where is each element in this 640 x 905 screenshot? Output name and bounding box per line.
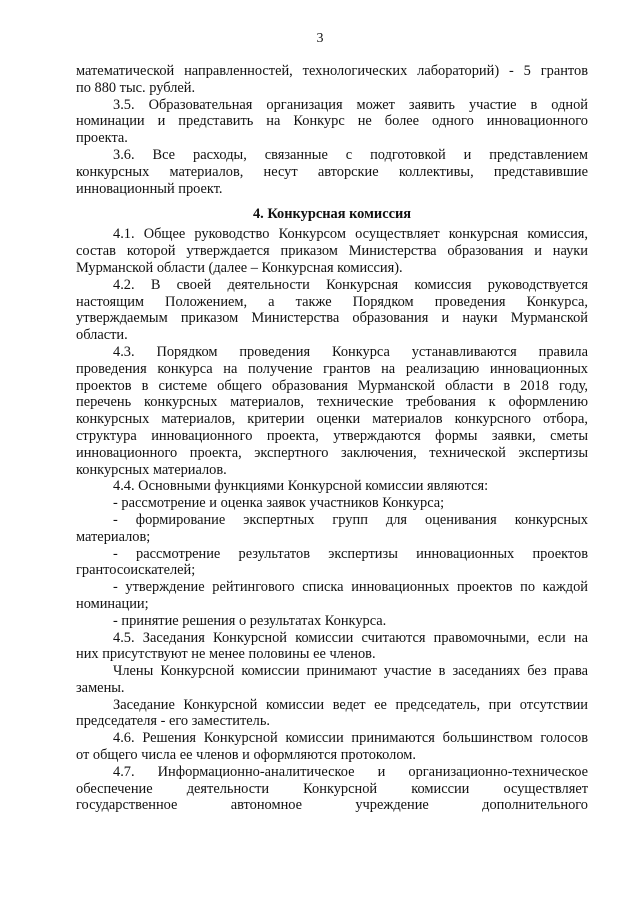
text-line: - утверждение рейтингового списка инновационных проектов по каждой xyxy=(113,579,588,596)
text-line: 4.6. Решения Конкурсной комиссии принимаются большинством голосов xyxy=(113,730,588,747)
text-line: настоящим Положением, а также Порядком проведения Конкурса, xyxy=(76,293,588,310)
text-line: состав которой утверждается приказом Министерства образования и науки xyxy=(76,243,588,260)
text-line: инновационного проекта, экспертного заключения, технической экспертизы xyxy=(76,444,588,461)
text-line: государственное автономное учреждение дополнительного xyxy=(76,797,588,814)
section-4-body xyxy=(76,226,588,814)
text-line: председателя - его заместитель. xyxy=(76,713,271,730)
text-line: 3.6. Все расходы, связанные с подготовкой и представлением xyxy=(113,146,588,163)
text-line: замены. xyxy=(76,679,125,696)
text-line: Мурманской области (далее – Конкурсная комиссия). xyxy=(76,259,403,276)
text-line: 4.3. Порядком проведения Конкурса устанавливаются правила xyxy=(113,343,588,360)
text-line: - рассмотрение результатов экспертизы инновационных проектов xyxy=(113,545,588,562)
text-line: перечень конкурсных материалов, технические требования к оформлению xyxy=(76,394,588,411)
document-body xyxy=(76,63,588,814)
text-line: конкурсных материалов, критерии оценки материалов конкурсного отбора, xyxy=(76,411,588,428)
text-line: по 880 тыс. рублей. xyxy=(76,79,196,96)
spacer xyxy=(76,197,588,202)
text-line: них присутствуют не менее половины ее членов. xyxy=(76,646,376,663)
text-line: материалов; xyxy=(76,528,151,545)
text-line: 4.1. Общее руководство Конкурсом осуществляет конкурсная комиссия, xyxy=(113,226,588,243)
text-line: Члены Конкурсной комиссии принимают участие в заседаниях без права xyxy=(113,663,588,680)
text-line: 4.2. В своей деятельности Конкурсная комиссия руководствуется xyxy=(113,276,588,293)
section-3-continuation xyxy=(76,63,588,197)
text-line: Заседание Конкурсной комиссии ведет ее председатель, при отсутствии xyxy=(113,696,588,713)
text-line: математической направленностей, технологических лабораторий) - 5 грантов xyxy=(76,63,588,79)
text-line: 4.7. Информационно-аналитическое и организационно-техническое xyxy=(113,763,588,780)
page-number: 3 xyxy=(316,31,324,46)
text-line: области. xyxy=(76,327,128,344)
text-line: 4.4. Основными функциями Конкурсной комиссии являются: xyxy=(113,478,489,495)
text-line: - рассмотрение и оценка заявок участников Конкурса; xyxy=(113,495,445,512)
text-line: структура инновационного проекта, утверждаются формы заявки, сметы xyxy=(76,427,588,444)
text-line: номинации; xyxy=(76,595,149,612)
text-line: проведения конкурса на получение грантов на реализацию инновационных xyxy=(76,360,588,377)
text-line: обеспечение деятельности Конкурсной комиссии осуществляет xyxy=(76,780,588,797)
text-line: инновационный проект. xyxy=(76,180,223,197)
text-line: номинации и представить на Конкурс не более одного инновационного xyxy=(76,113,588,130)
text-line: конкурсных материалов. xyxy=(76,461,227,478)
text-line: - формирование экспертных групп для оценивания конкурсных xyxy=(113,511,588,528)
text-line: - принятие решения о результатах Конкурса. xyxy=(113,612,387,629)
text-line: проекта. xyxy=(76,130,128,147)
text-line: 4.5. Заседания Конкурсной комиссии считаются правомочными, если на xyxy=(113,629,588,646)
section-heading: 4. Конкурсная комиссия xyxy=(252,206,412,223)
text-line: грантосоискателей; xyxy=(76,562,196,579)
text-line: от общего числа ее членов и оформляются протоколом. xyxy=(76,747,416,764)
text-line: утверждаемым приказом Министерства образования и науки Мурманской xyxy=(76,310,588,327)
text-line: конкурсных материалов, несут авторские коллективы, представившие xyxy=(76,163,588,180)
text-line: проектов в системе общего образования Мурманской области в 2018 году, xyxy=(76,377,588,394)
text-line: 3.5. Образовательная организация может заявить участие в одной xyxy=(113,96,588,113)
